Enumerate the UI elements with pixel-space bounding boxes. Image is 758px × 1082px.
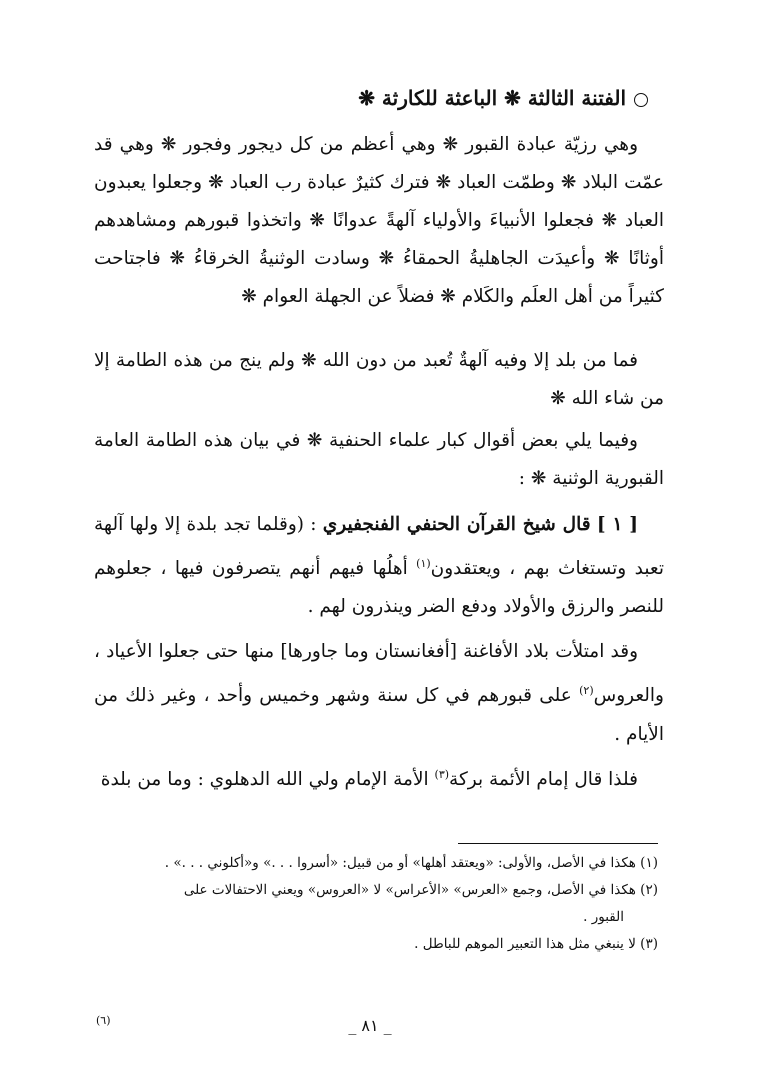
paragraph-1-text: وهي رزيّة عبادة القبور ❋ وهي أعظم من كل ديجور وفجور ❋ وهي قد عمّت البلاد ❋ وطمّت العباد ❋ فترك كثيرٌ عبادة رب العباد ❋ وجعلوا يعبدون العباد ❋ فجعلوا الأنبياءَ والأولياء آلهةً عدوانًا ❋ واتخذوا قبورهم ومشاهدهم أوثانًا ❋ وأعيدَت الجاهليةُ الحمقاءُ ❋ وسادت الوثنيةُ الخرقاءُ ❋ فاجتاحت كثيراً من أهل العلَم والكَلام ❋ فضلاً عن الجهلة العوام ❋ bbox=[94, 134, 664, 307]
paragraph-2 bbox=[94, 342, 664, 418]
paragraph-1 bbox=[94, 126, 664, 316]
paragraph-4-text-b: أهلُها فيهم أنهم يتصرفون فيها ، جعلوهم للنصر والرزق والأولاد ودفع الضر وينذرون لهم . bbox=[94, 557, 664, 618]
signature-mark: (٦) bbox=[96, 1014, 111, 1027]
paragraph-6 bbox=[94, 756, 664, 799]
footnote-1: (١) هكذا في الأصل، والأولى: «ويعتقد أهلها» أو من قبيل: «أسروا . . .» و«أكلوني . . .» . bbox=[164, 855, 658, 871]
paragraph-5 bbox=[94, 632, 664, 754]
footnote-ref-1: (١) bbox=[416, 556, 431, 570]
page-number: _ ٨١ _ bbox=[348, 1016, 392, 1035]
paragraph-6-text-a: فلذا قال إمام الأئمة بركة bbox=[449, 769, 638, 791]
paragraph-3-text: وفيما يلي بعض أقوال كبار علماء الحنفية ❋ في بيان هذه الطامة العامة القبورية الوثنية ❋ : bbox=[94, 430, 664, 489]
footnotes bbox=[94, 850, 658, 958]
section-heading-text: الفتنة الثالثة ❋ الباعثة للكارثة ❋ bbox=[358, 86, 626, 110]
footnote-ref-3: (٣) bbox=[434, 768, 450, 781]
paragraph-3 bbox=[94, 422, 664, 498]
paragraph-5-text-a: وقد امتلأت بلاد الأفاغنة [أفغانستان وما جاورها] منها حتى جعلوا الأعياد ، والعروس bbox=[94, 641, 664, 707]
circle-bullet-icon bbox=[634, 93, 648, 107]
paragraph-2-text: فما من بلد إلا وفيه آلهةٌ تُعبد من دون الله ❋ ولم ينج من هذه الطامة إلا من شاء الله ❋ bbox=[94, 350, 664, 409]
section-heading bbox=[358, 86, 648, 110]
paragraph-5-text-b: على قبورهم في كل سنة وشهر وخميس وأحد ، وغير ذلك من الأيام . bbox=[94, 685, 664, 746]
quote-number: [ ١ ] bbox=[596, 514, 638, 535]
quote-speaker: قال شيخ القرآن الحنفي الفنجفيري bbox=[322, 514, 591, 535]
footnote-ref-2: (٢) bbox=[579, 684, 594, 697]
footnote-2-continuation: القبور . bbox=[583, 909, 624, 925]
footnote-2: (٢) هكذا في الأصل، وجمع «العرس» «الأعراس» لا «العروس» ويعني الاحتفالات على bbox=[183, 882, 658, 898]
footnote-3: (٣) لا ينبغي مثل هذا التعبير الموهم للباطل . bbox=[414, 936, 658, 952]
footnote-divider bbox=[458, 843, 658, 844]
paragraph-6-text-b: الأمة الإمام ولي الله الدهلوي : وما من بلدة bbox=[100, 769, 429, 791]
paragraph-4-text-a: : (وقلما تجد بلدة إلا ولها آلهة تعبد وتستغاث بهم ، ويعتقدون bbox=[94, 514, 664, 579]
paragraph-4 bbox=[94, 506, 664, 627]
